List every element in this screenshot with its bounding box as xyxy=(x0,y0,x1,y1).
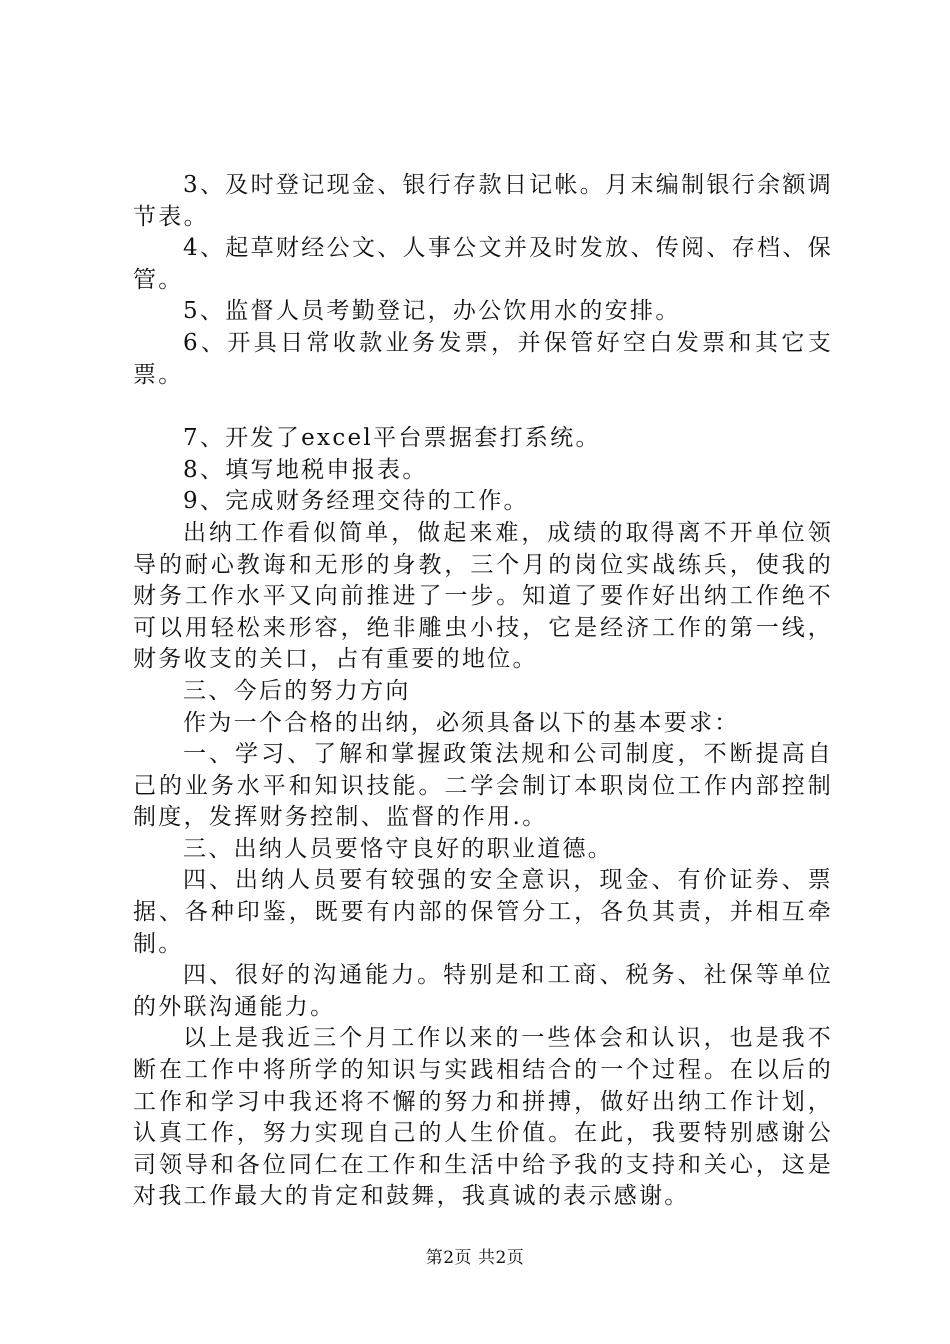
requirement-1: 一、学习、了解和掌握政策法规和公司制度，不断提高自己的业务水平和知识技能。二学会制订本职岗位工作内部控制制度，发挥财务控制、监督的作用.。 xyxy=(133,741,833,831)
paragraph-item-7: 7、开发了excel平台票据套打系统。 xyxy=(183,425,601,452)
paragraph-intro: 作为一个合格的出纳，必须具备以下的基本要求： xyxy=(183,709,740,736)
paragraph-item-8: 8、填写地税申报表。 xyxy=(183,456,428,483)
paragraph-summary: 出纳工作看似简单，做起来难，成绩的取得离不开单位领导的耐心教诲和无形的身教，三个月的岗位实战练兵，使我的财务工作水平又向前推进了一步。知道了要作好出纳工作绝不可以用轻松来形容，绝非雕虫小技，它是经济工作的第一线，财务收支的关口，占有重要的地位。 xyxy=(133,519,833,673)
paragraph-item-6: 6、开具日常收款业务发票，并保管好空白发票和其它支票。 xyxy=(133,329,833,388)
paragraph-item-5: 5、监督人员考勤登记，办公饮用水的安排。 xyxy=(183,298,681,325)
document-body xyxy=(133,170,833,1213)
paragraph-item-9: 9、完成财务经理交待的工作。 xyxy=(183,488,529,515)
requirement-4b: 四、很好的沟通能力。特别是和工商、税务、社保等单位的外联沟通能力。 xyxy=(133,962,833,1020)
requirement-4: 四、出纳人员要有较强的安全意识，现金、有价证券、票据、各种印鉴，既要有内部的保管分工，各负其责，并相互牵制。 xyxy=(133,867,833,957)
paragraph-spacer xyxy=(133,391,833,423)
requirement-3: 三、出纳人员要恪守良好的职业道德。 xyxy=(183,835,614,862)
paragraph-item-3: 3、及时登记现金、银行存款日记帐。月末编制银行余额调节表。 xyxy=(133,172,833,230)
section-heading: 三、今后的努力方向 xyxy=(183,677,411,704)
page-number-footer: 第2页 共2页 xyxy=(425,1248,525,1268)
paragraph-item-4: 4、起草财经公文、人事公文并及时发放、传阅、存档、保管。 xyxy=(133,235,833,293)
paragraph-conclusion: 以上是我近三个月工作以来的一些体会和认识，也是我不断在工作中将所学的知识与实践相结合的一个过程。在以后的工作和学习中我还将不懈的努力和拼搏，做好出纳工作计划，认真工作，努力实现自己的人生价值。在此，我要特别感谢公司领导和各位同仁在工作和生活中给予我的支持和关心，这是对我工作最大的肯定和鼓舞，我真诚的表示感谢。 xyxy=(133,1025,833,1210)
